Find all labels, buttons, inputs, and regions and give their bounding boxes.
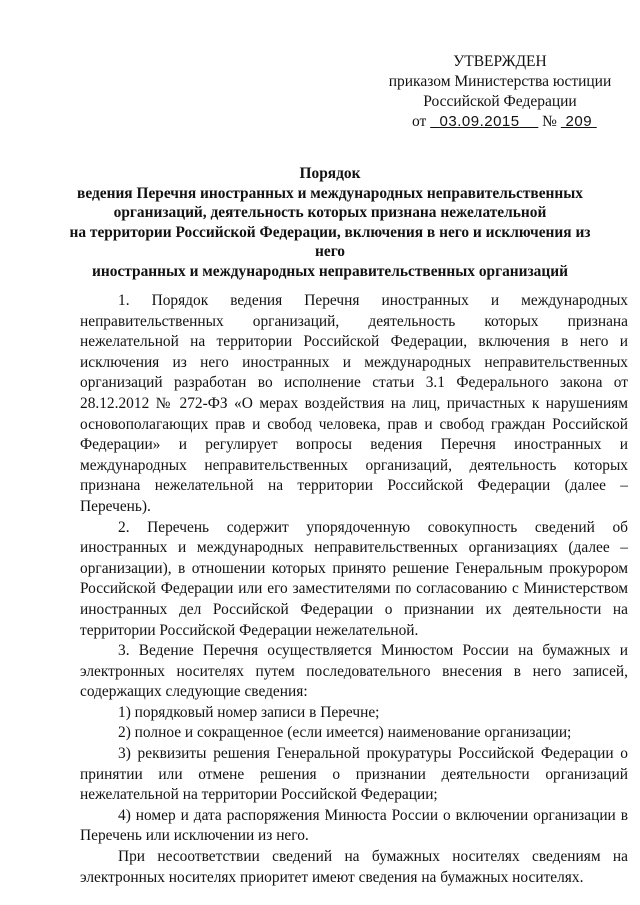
title-line-2: ведения Перечня иностранных и международных неправительственных [77,184,583,202]
paragraph-3: 3. Ведение Перечня осуществляется Минюстом России на бумажных и электронных носителях путем последовательного внесения в него записей, содержащих следующие сведения: [80,642,628,701]
title-line-4: на территории Российской Федерации, включения в него и исключения из него [69,223,591,261]
list-item-3: 3) реквизиты решения Генеральной прокуратуры Российской Федерации о принятии или отмене решения о признании деятельности организаций нежелательной на территории Российской Федерации; [80,745,628,804]
approval-line-country: Российской Федерации [423,93,577,110]
title-line-3: организаций, деятельность которых признана нежелательной [113,204,547,222]
title-line-1: Порядок [299,165,361,182]
list-item-1: 1) порядковый номер записи в Перечне; [118,703,380,721]
document-title [60,164,600,282]
approval-date-line [380,112,620,132]
list-item-2: 2) полное и сокращенное (если имеется) наименование организации; [118,724,572,742]
document-body [80,291,628,888]
approval-stamp [380,52,620,132]
approval-number: 209 [565,113,593,130]
date-prefix: от [412,113,427,130]
title-line-5: иностранных и международных неправительственных организаций [92,262,568,280]
list-item-4: 4) номер и дата распоряжения Минюста России о включении организации в Перечень или исключении из него. [80,806,628,845]
paragraph-2: 2. Перечень содержит упорядоченную совокупность сведений об иностранных и международных неправительственных организациях (далее – организации), в отношении которых принято решение Генеральным прокурором Российской Федерации или его заместителями по согласованию с Министерством иностранных дел Российской Федерации о признании их деятельности на территории Российской Федерации нежелательной. [80,518,628,639]
approval-heading: УТВЕРЖДЕН [453,53,547,70]
paragraph-priority: При несоответствии сведений на бумажных носителях сведениям на электронных носителях приоритет имеют сведения на бумажных носителях. [80,848,628,886]
approval-line-order: приказом Министерства юстиции [388,73,612,90]
approval-date: 03.09.2015 [439,113,520,130]
paragraph-1: 1. Порядок ведения Перечня иностранных и международных неправительственных организаций, деятельность которых признана нежелательной на территории Российской Федерации, включения в него и исключения из него иностранных и международных неправительственных организаций разработан во исполнение статьи 3.1 Федерального закона от 28.12.2012 № 272-ФЗ «О мерах воздействия на лиц, причастных к нарушениям основополагающих прав и свобод человека, прав и свобод граждан Российской Федерации» и регулирует вопросы ведения Перечня иностранных и международных неправительственных организаций, деятельность которых признана нежелательной на территории Российской Федерации (далее – Перечень). [80,292,628,515]
number-prefix: № [542,113,557,130]
